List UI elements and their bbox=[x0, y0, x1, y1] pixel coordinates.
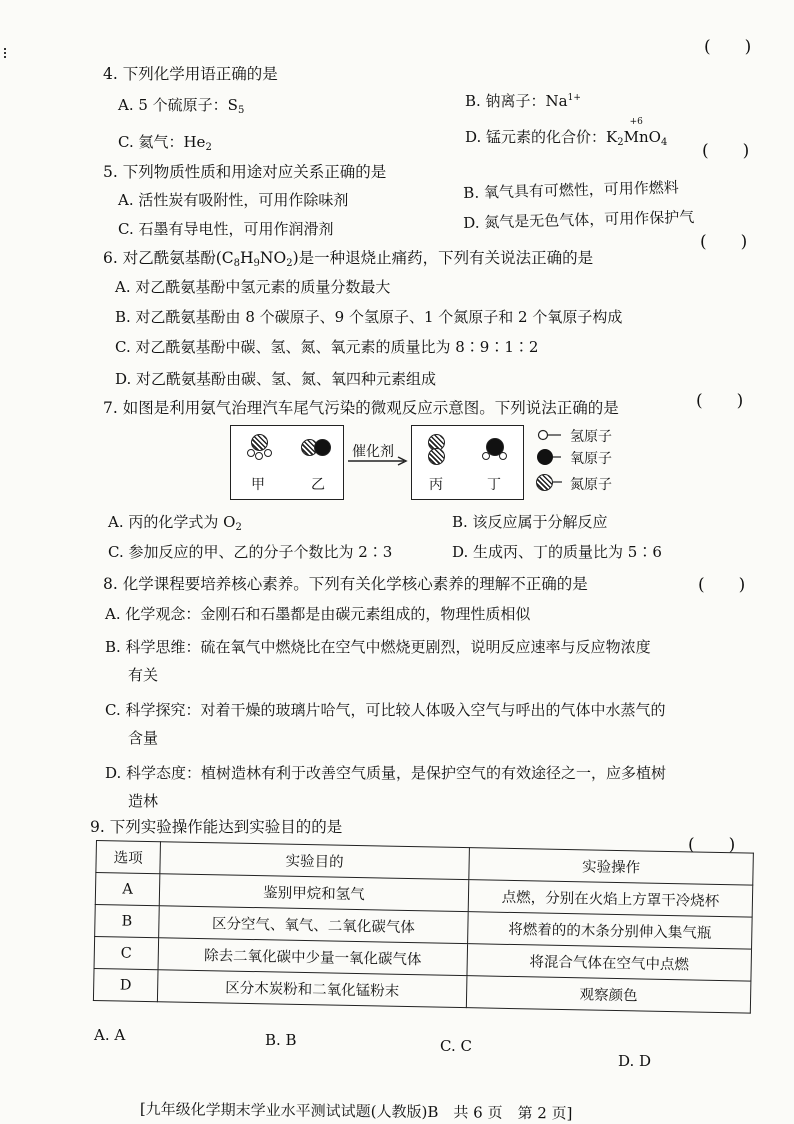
q5-option-b: B. 氧气具有可燃性，可用作燃料 bbox=[463, 178, 680, 202]
hydrogen-atom bbox=[499, 452, 507, 460]
label-yi: 乙 bbox=[311, 477, 325, 493]
cell-operation: 将混合气体在空气中点燃 bbox=[467, 944, 752, 981]
q6-option-a: A. 对乙酰氨基酚中氢元素的质量分数最大 bbox=[115, 278, 391, 296]
legend-oxygen: 氧原子 bbox=[570, 451, 612, 467]
q7-answer-paren: ( ) bbox=[696, 391, 744, 411]
cell-option: B bbox=[95, 904, 160, 937]
q7-option-d: D. 生成丙、丁的质量比为 5∶6 bbox=[452, 543, 662, 561]
legend-line bbox=[553, 476, 563, 488]
cell-purpose: 除去二氧化碳中少量一氧化碳气体 bbox=[158, 938, 468, 976]
cell-purpose: 鉴别甲烷和氢气 bbox=[159, 874, 469, 912]
reaction-arrow-icon bbox=[346, 455, 410, 467]
nitrogen-atom bbox=[428, 448, 445, 465]
answer-paren-q3: ( ) bbox=[704, 37, 752, 57]
q8-option-d-line2: 造林 bbox=[128, 792, 159, 810]
q7-option-c: C. 参加反应的甲、乙的分子个数比为 2∶3 bbox=[108, 543, 393, 561]
experiment-table bbox=[93, 840, 754, 1014]
q9-answer-paren: ( ) bbox=[688, 835, 736, 855]
q6-option-c: C. 对乙酰氨基酚中碳、氢、氮、氧元素的质量比为 8∶9∶1∶2 bbox=[115, 338, 539, 356]
q8-option-a: A. 化学观念：金刚石和石墨都是由碳元素组成的，物理性质相似 bbox=[105, 605, 531, 623]
reactants-box bbox=[230, 425, 344, 500]
header-operation: 实验操作 bbox=[469, 848, 754, 885]
oxygen-atom bbox=[314, 439, 331, 456]
q4-option-c: C. 氦气：$He_2$ bbox=[118, 133, 212, 153]
q8-answer-paren: ( ) bbox=[698, 575, 746, 595]
margin-mark bbox=[4, 48, 9, 58]
legend-nitrogen: 氮原子 bbox=[570, 477, 612, 493]
page-footer: [九年级化学期末学业水平测试试题(人教版)B 共 6 页 第 2 页] bbox=[139, 1099, 573, 1123]
cell-purpose: 区分木炭粉和二氧化锰粉末 bbox=[157, 970, 467, 1008]
q8-option-c-line1: C. 科学探究：对着干燥的玻璃片哈气，可比较人体吸入空气与呼出的气体中水蒸气的 bbox=[105, 701, 666, 719]
cell-operation: 将燃着的的木条分别伸入集气瓶 bbox=[468, 912, 753, 949]
products-box bbox=[411, 425, 524, 500]
q5-option-d: D. 氮气是无色气体，可用作保护气 bbox=[463, 207, 695, 232]
hydrogen-legend-icon bbox=[536, 429, 562, 441]
header-option: 选项 bbox=[96, 841, 161, 874]
q6-option-d: D. 对乙酰氨基酚由碳、氢、氮、氧四种元素组成 bbox=[115, 370, 437, 388]
q7-option-a: A. 丙的化学式为 $O_2$ bbox=[108, 513, 242, 533]
legend-hydrogen: 氢原子 bbox=[570, 429, 612, 445]
q9-stem: 9. 下列实验操作能达到实验目的的是 bbox=[90, 818, 343, 836]
catalyst-label: 催化剂 bbox=[352, 444, 394, 460]
nitrogen-legend-icon bbox=[536, 474, 553, 491]
q8-stem: 8. 化学课程要培养核心素养。下列有关化学核心素养的理解不正确的是 bbox=[103, 575, 588, 593]
label-ding: 丁 bbox=[487, 477, 501, 493]
hydrogen-atom bbox=[247, 449, 255, 457]
q6-stem: 6. 对乙酰氨基酚$(C_8H_9NO_2)$是一种退烧止痛药，下列有关说法正确的是 bbox=[103, 249, 594, 269]
q9-option-a: A. A bbox=[94, 1026, 126, 1044]
q4-answer-paren: ( ) bbox=[702, 141, 750, 161]
cell-purpose: 区分空气、氧气、二氧化碳气体 bbox=[159, 906, 469, 944]
hydrogen-atom bbox=[482, 452, 490, 460]
q8-option-c-line2: 含量 bbox=[128, 729, 159, 747]
q8-option-b-line1: B. 科学思维：硫在氧气中燃烧比在空气中燃烧更剧烈，说明反应速率与反应物浓度 bbox=[105, 638, 651, 656]
q4-option-d: D. 锰元素的化合价：$K_2$ +6 MnO$_4$ bbox=[465, 117, 668, 148]
q5-option-a: A. 活性炭有吸附性，可用作除味剂 bbox=[118, 191, 349, 209]
cell-option: A bbox=[95, 873, 160, 906]
q9-option-c: C. C bbox=[440, 1037, 472, 1055]
cell-option: D bbox=[93, 968, 158, 1001]
q9-option-d: D. D bbox=[618, 1052, 652, 1070]
q5-answer-paren: ( ) bbox=[700, 232, 748, 252]
q8-option-d-line1: D. 科学态度：植树造林有利于改善空气质量，是保护空气的有效途径之一，应多植树 bbox=[105, 764, 667, 782]
q8-option-b-line2: 有关 bbox=[128, 666, 159, 684]
cell-option: C bbox=[94, 936, 159, 969]
label-bing: 丙 bbox=[429, 477, 443, 493]
oxygen-legend-icon bbox=[536, 448, 562, 466]
q7-option-b: B. 该反应属于分解反应 bbox=[452, 513, 608, 531]
q7-stem: 7. 如图是利用氨气治理汽车尾气污染的微观反应示意图。下列说法正确的是 bbox=[103, 399, 619, 417]
q5-stem: 5. 下列物质性质和用途对应关系正确的是 bbox=[103, 163, 387, 181]
q4-stem: 4. 下列化学用语正确的是 bbox=[103, 65, 278, 83]
cell-operation: 观察颜色 bbox=[466, 976, 751, 1013]
q5-option-c: C. 石墨有导电性，可用作润滑剂 bbox=[118, 220, 334, 238]
q6-option-b: B. 对乙酰氨基酚由 8 个碳原子、9 个氢原子、1 个氮原子和 2 个氧原子构成 bbox=[115, 308, 623, 326]
q4-option-b: B. 钠离子：$Na^{1+}$ bbox=[465, 92, 581, 110]
header-purpose: 实验目的 bbox=[160, 842, 470, 880]
hydrogen-atom bbox=[264, 449, 272, 457]
label-jia: 甲 bbox=[251, 477, 265, 493]
hydrogen-atom bbox=[255, 452, 263, 460]
q9-option-b: B. B bbox=[265, 1031, 297, 1049]
q4-option-a: A. 5 个硫原子：$S_5$ bbox=[118, 96, 245, 116]
cell-operation: 点燃，分别在火焰上方罩干冷烧杯 bbox=[468, 880, 753, 917]
